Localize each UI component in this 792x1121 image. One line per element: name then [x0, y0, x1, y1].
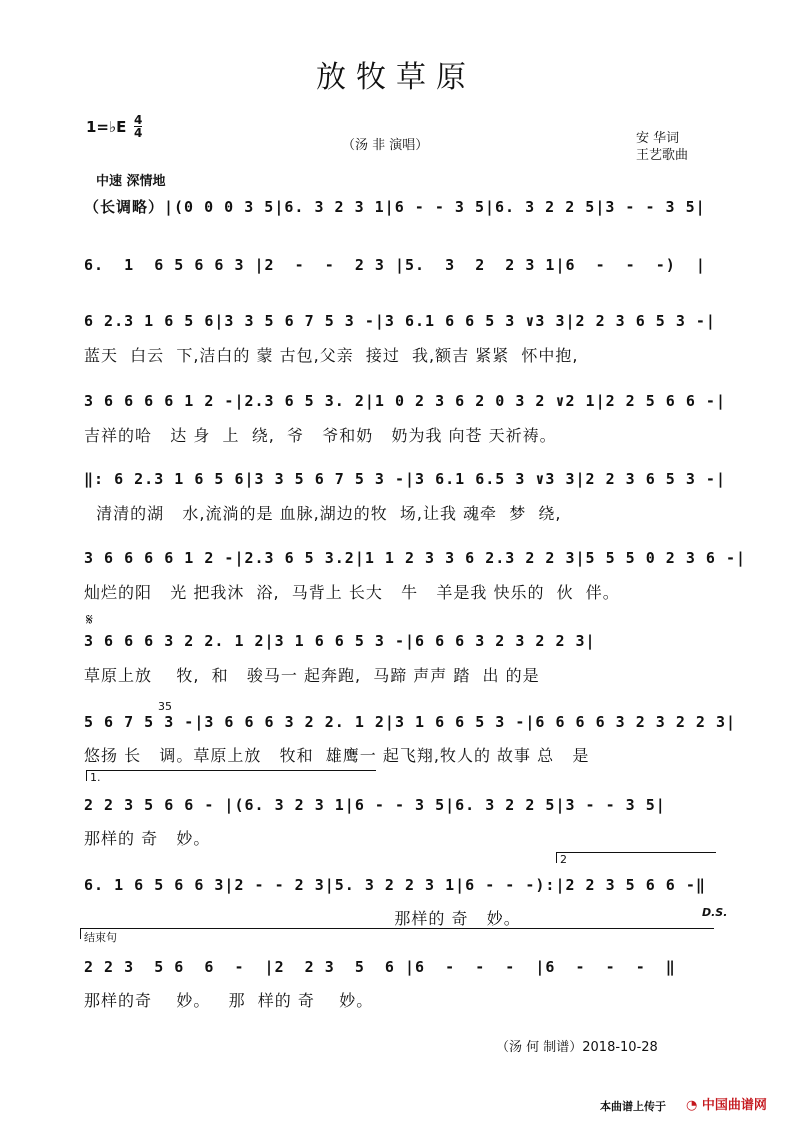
ending-label: 结束句	[84, 931, 117, 944]
lyrics-line-3: 蓝天 白云 下,洁白的 蒙 古包,父亲 接过 我,额吉 紧紧 怀中抱,	[84, 346, 579, 365]
site-logo	[686, 1094, 767, 1113]
lyrics-line-5: 清清的湖 水,流淌的是 血脉,湖边的牧 场,让我 魂牵 梦 绕,	[84, 504, 562, 523]
grace-note: 35	[158, 700, 172, 713]
notation-line-1: （长调略）|(0 0 0 3 5|6. 3 2 3 1|6 - - 3 5|6. 3 2 2 5|3 - - 3 5|	[84, 198, 706, 216]
notation-line-6: 3 6 6 6 6 1 2 -|2.3 6 5 3.2|1 1 2 3 3 6 2.3 2 2 3|5 5 5 0 2 3 6 -|	[84, 549, 747, 567]
tempo-marking: 中速 深情地	[96, 174, 166, 189]
meter-top: 4	[134, 113, 143, 127]
transcriber-date: （汤 何 制谱）2018-10-28	[496, 1040, 658, 1055]
key-signature: 1=♭E	[86, 118, 127, 136]
notation-line-7: 3 6 6 6 3 2 2. 1 2|3 1 6 6 5 3 -|6 6 6 3 2 3 2 2 3|	[84, 632, 596, 650]
volta-2-label: 2	[560, 853, 567, 866]
meter-bottom: 4	[134, 126, 143, 140]
lyrics-line-11: 那样的奇 妙。 那 样的 奇 妙。	[84, 991, 374, 1010]
notation-line-10: 6. 1 6 5 6 6 3|2 - - 2 3|5. 3 2 2 3 1|6 - - -):|2 2 3 5 6 6 -‖	[84, 876, 706, 894]
composer: 王艺歌曲	[636, 148, 689, 163]
notation-line-9: 2 2 3 5 6 6 - |(6. 3 2 3 1|6 - - 3 5|6. 3 2 2 5|3 - - 3 5|	[84, 796, 666, 814]
lyrics-line-10: 那样的 奇 妙。	[84, 909, 521, 928]
notation-line-11: 2 2 3 5 6 6 - |2 2 3 5 6 |6 - - - |6 - - - ‖	[84, 958, 676, 976]
notation-line-5: ‖: 6 2.3 1 6 5 6|3 3 5 6 7 5 3 -|3 6.1 6.5 3 ∨3 3|2 2 3 6 5 3 -|	[84, 470, 726, 488]
lyrics-line-4: 吉祥的哈 达 身 上 绕, 爷 爷和奶 奶为我 向苍 天祈祷。	[84, 426, 557, 445]
upload-text: 本曲谱上传于	[600, 1100, 666, 1113]
lyrics-line-9: 那样的 奇 妙。	[84, 829, 211, 848]
performer: （汤 非 演唱）	[342, 138, 429, 153]
ending-bracket	[80, 928, 714, 944]
notation-line-8: 5 6 7 5 3 -|3 6 6 6 3 2 2. 1 2|3 1 6 6 5 3 -|6 6 6 6 3 2 3 2 2 3|	[84, 713, 736, 731]
notation-line-4: 3 6 6 6 6 1 2 -|2.3 6 5 3. 2|1 0 2 3 6 2 0 3 2 ∨2 1|2 2 5 6 6 -|	[84, 392, 726, 410]
volta-1	[86, 770, 376, 784]
credits	[636, 130, 688, 164]
notation-line-2: 6. 1 6 5 6 6 3 |2 - - 2 3 |5. 3 2 2 3 1|6 - - -) |	[84, 256, 706, 274]
segno-sign: 𝄋	[86, 610, 93, 629]
ds-marking: D.S.	[702, 906, 728, 919]
page-title: 放牧草原	[316, 60, 476, 95]
lyrics-line-6: 灿烂的阳 光 把我沐 浴, 马背上 长大 牛 羊是我 快乐的 伙 伴。	[84, 583, 620, 602]
notation-line-3: 6 2.3 1 6 5 6|3 3 5 6 7 5 3 -|3 6.1 6 6 5 3 ∨3 3|2 2 3 6 5 3 -|	[84, 312, 716, 330]
time-signature	[134, 114, 142, 139]
logo-text: 中国曲谱网	[701, 1098, 767, 1113]
logo-icon: ◔	[686, 1098, 698, 1113]
volta-1-label: 1.	[90, 771, 101, 784]
lyrics-line-8: 悠扬 长 调。草原上放 牧和 雄鹰一 起飞翔,牧人的 故事 总 是	[84, 746, 590, 765]
volta-2	[556, 852, 716, 866]
lyricist: 安 华词	[636, 131, 680, 146]
lyrics-line-7: 草原上放 牧, 和 骏马一 起奔跑, 马蹄 声声 踏 出 的是	[84, 666, 540, 685]
